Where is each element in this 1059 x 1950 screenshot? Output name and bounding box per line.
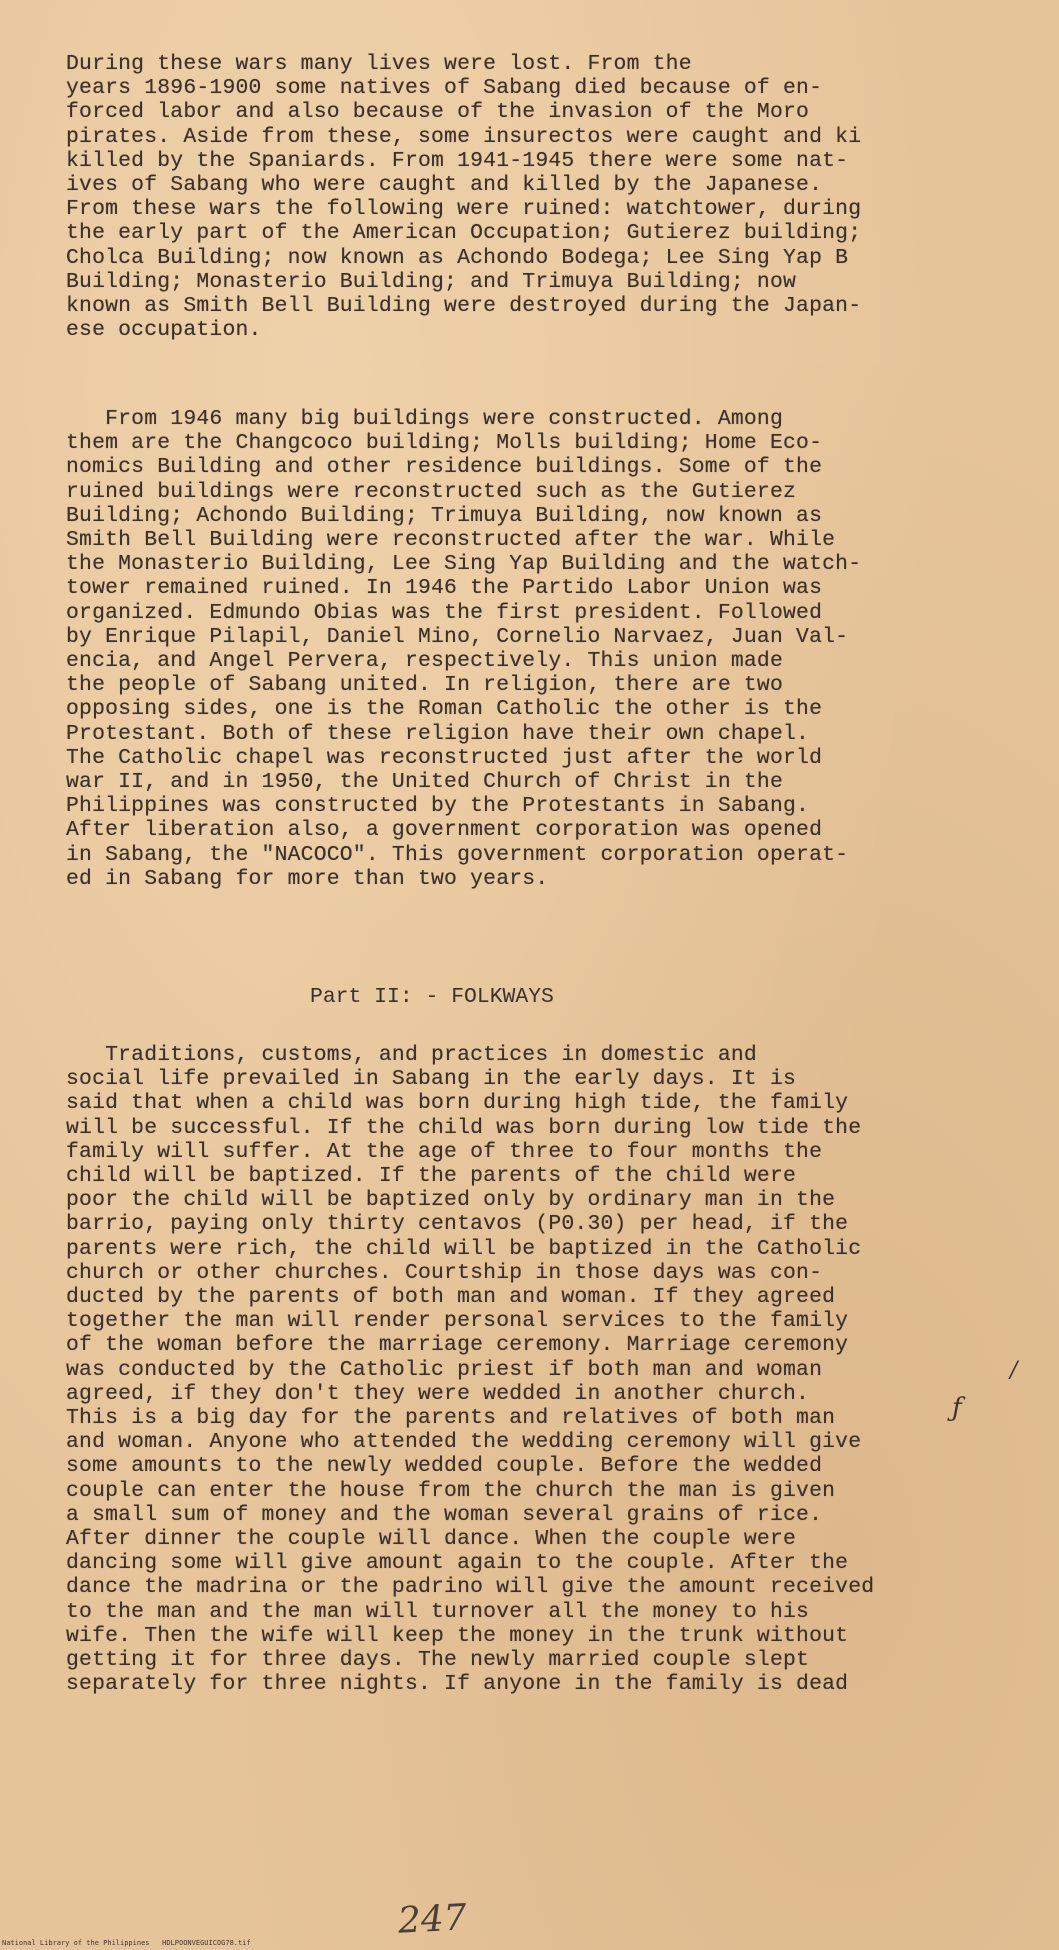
handwritten-mark-icon: ƒ (952, 1393, 962, 1423)
paragraph-reconstruction: From 1946 many big buildings were constructed. Among them are the Changcoco building; Molls building; Home Eco- nomics Building and other residence buildings. Some of the ruined buildings were reconstructed such as the Gutierez Building; Achondo Building; Trimuya Building, now known as Smith Bell Building were reconstructed after the war. While the Monasterio Building, Lee Sing Yap Building and the watch- tower remained ruined. In 1946 the Partido Labor Union was organized. Edmundo Obias was the first president. Followed by Enrique Pilapil, Daniel Mino, Cornelio Narvaez, Juan Val- encia, and Angel Pervera, respectively. This union made the people of Sabang united. In religion, there are two opposing sides, one is the Roman Catholic the other is the Protestant. Both of these religion have their own chapel. The Catholic chapel was reconstructed just after the world war II, and in 1950, the United Church of Christ in the Philippines was constructed by the Protestants in Sabang. After liberation also, a government corporation was opened in Sabang, the "NACOCO". This government corporation operat- ed in Sabang for more than two years. (66, 407, 862, 891)
handwritten-mark-icon: / (1010, 1358, 1018, 1383)
paragraph-wars: During these wars many lives were lost. From the years 1896-1900 some natives of Sabang died because of en- forced labor and also because of the invasion of the Moro pirates. Aside from these, some insurectos were caught and ki killed by the Spaniards. From 1941-1945 there were some nat- ives of Sabang who were caught and killed by the Japanese. From these wars the following were ruined: watchtower, during the early part of the American Occupation; Gutierez building; Cholca Building; now known as Achondo Bodega; Lee Sing Yap B Building; Monasterio Building; and Trimuya Building; now known as Smith Bell Building were destroyed during the Japan- ese occupation. (66, 52, 862, 343)
footer-caption: National Library of the Philippines HDLPOONVEGUICOG78.tif (2, 1939, 251, 1947)
page-number: 247 (396, 1897, 468, 1942)
section-heading: Part II: - FOLKWAYS (310, 985, 554, 1009)
paragraph-folkways: Traditions, customs, and practices in domestic and social life prevailed in Sabang in the early days. It is said that when a child was born during high tide, the family will be successful. If the child was born during low tide the family will suffer. At the age of three to four months the child will be baptized. If the parents of the child were poor the child will be baptized only by ordinary man in the barrio, paying only thirty centavos (P0.30) per head, if the parents were rich, the child will be baptized in the Catholic church or other churches. Courtship in those days was con- ducted by the parents of both man and woman. If they agreed together the man will render personal services to the family of the woman before the marriage ceremony. Marriage ceremony was conducted by the Catholic priest if both man and woman agreed, if they don't they were wedded in another church. This is a big day for the parents and relatives of both man and woman. Anyone who attended the wedding ceremony will give some amounts to the newly wedded couple. Before the wedded couple can enter the house from the church the man is given a small sum of money and the woman several grains of rice. After dinner the couple will dance. When the couple were dancing some will give amount again to the couple. After the dance the madrina or the padrino will give the amount received to the man and the man will turnover all the money to his wife. Then the wife will keep the money in the trunk without getting it for three days. The newly married couple slept separately for three nights. If anyone in the family is dead (66, 1043, 875, 1697)
